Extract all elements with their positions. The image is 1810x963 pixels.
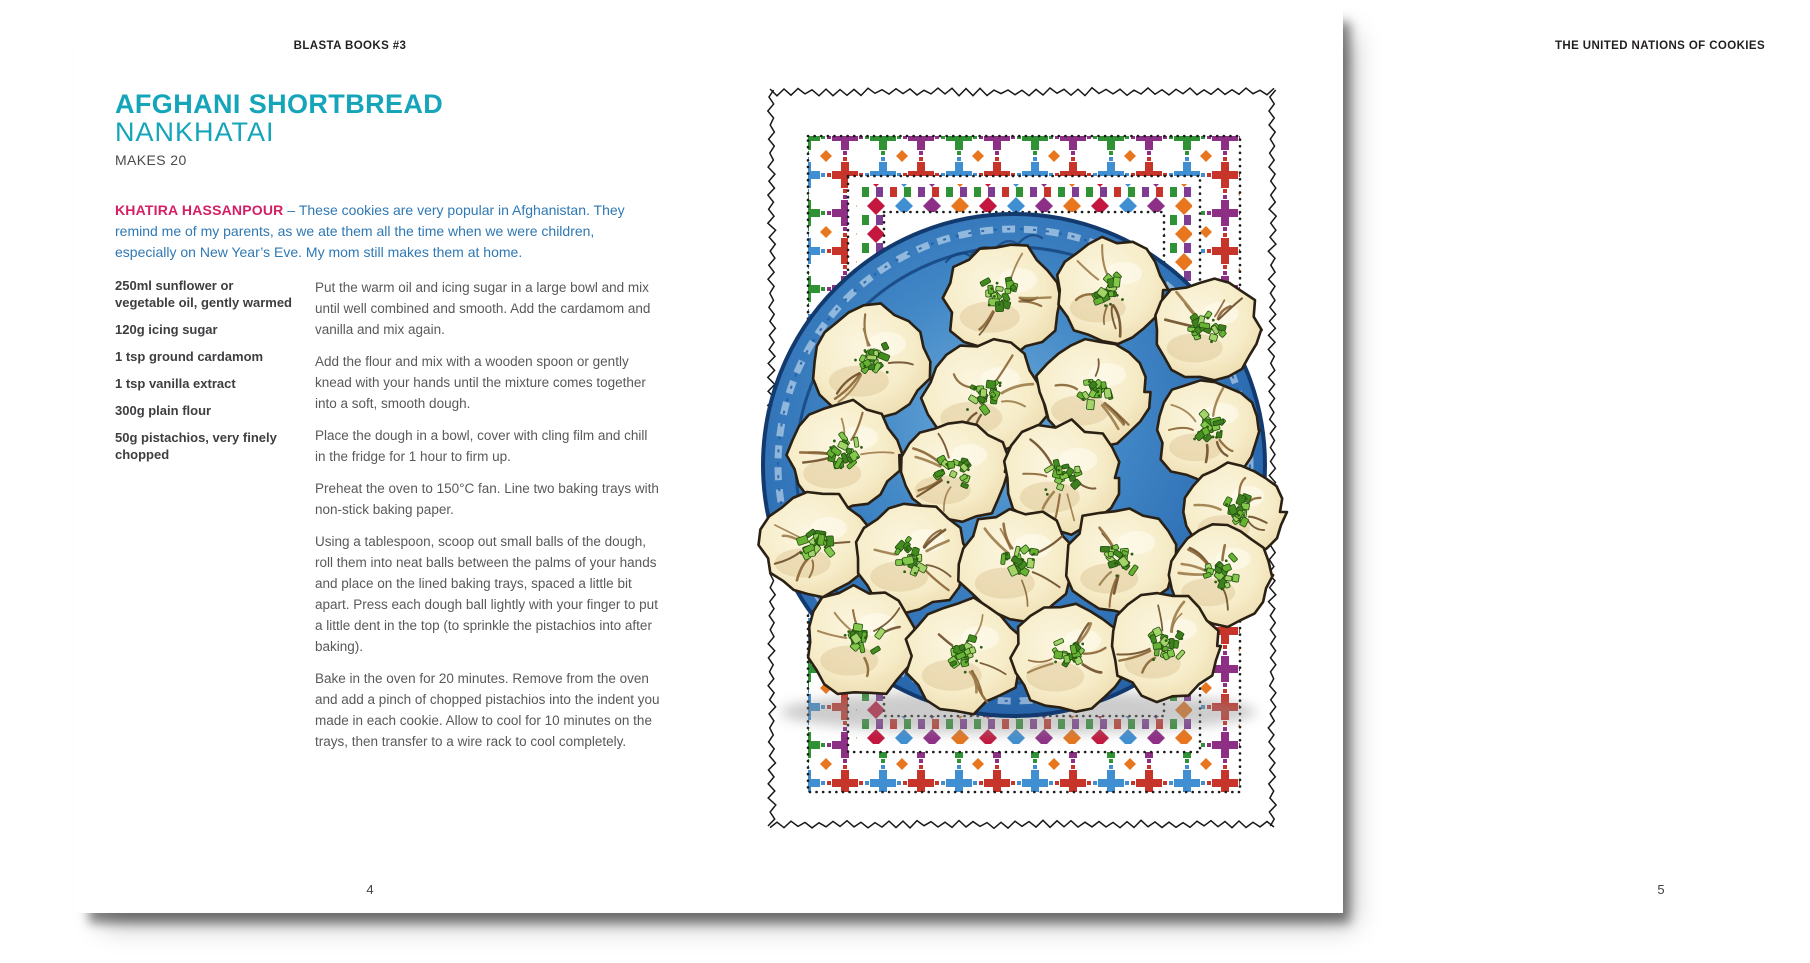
ingredient-item: 50g pistachios, very finely chopped	[115, 430, 277, 462]
ingredient-item: 300g plain flour	[115, 403, 212, 418]
cookie	[1157, 380, 1260, 480]
method-step: Place the dough in a bowl, cover with cling film and chill in the fridge for 1 hour to firm up.	[315, 428, 648, 464]
ingredient-item: 120g icing sugar	[115, 322, 218, 337]
yield-note: MAKES 20	[115, 152, 187, 168]
method-steps	[315, 277, 660, 763]
left-page	[76, 6, 709, 913]
method-step: Using a tablespoon, scoop out small balls of the dough, roll them into neat balls between the palms of your hands and place on the lined baking trays, spaced a little bit apart. Press each dough ball lightly with your finger to put a little dent in the top (to sprinkle the pistachios into after baking).	[315, 534, 658, 654]
ingredient-item: 250ml sunflower or vegetable oil, gently warmed	[115, 278, 292, 310]
method-step: Put the warm oil and icing sugar in a large bowl and mix until well combined and smooth. Add the cardamom and vanilla and mix again.	[315, 280, 651, 337]
book-spread	[76, 6, 1766, 913]
ingredients-list	[115, 277, 297, 473]
author-name: KHATIRA HASSANPOUR	[115, 202, 284, 218]
method-step: Preheat the oven to 150°C fan. Line two baking trays with non-stick baking paper.	[315, 481, 659, 517]
ingredient-item: 1 tsp ground cardamom	[115, 349, 264, 364]
recipe-title: AFGHANI SHORTBREAD	[115, 89, 444, 119]
intro-paragraph	[115, 200, 627, 263]
method-step: Add the flour and mix with a wooden spoon or gently knead with your hands until the mixture comes together into a soft, smooth dough.	[315, 354, 646, 411]
intro-text: – These cookies are very popular in Afghanistan. They remind me of my parents, as we ate them all the time when we were children, especially on New Year’s Eve. My mom still makes them at home.	[115, 202, 625, 260]
cookie-illustration	[750, 80, 1290, 850]
running-header-left: BLASTA BOOKS #3	[293, 40, 407, 52]
running-header-right: THE UNITED NATIONS OF COOKIES	[1554, 40, 1766, 52]
page-number-left: 4	[366, 882, 374, 897]
ingredient-item: 1 tsp vanilla extract	[115, 376, 236, 391]
recipe-subtitle: NANKHATAI	[115, 117, 275, 147]
illustration-svg	[750, 80, 1290, 850]
page-number-right: 5	[1657, 882, 1665, 897]
method-step: Bake in the oven for 20 minutes. Remove from the oven and add a pinch of chopped pistachios into the indent you made in each cookie. Allow to cool for 10 minutes on the trays, then transfer to a wire rack to cool completely.	[315, 671, 660, 749]
